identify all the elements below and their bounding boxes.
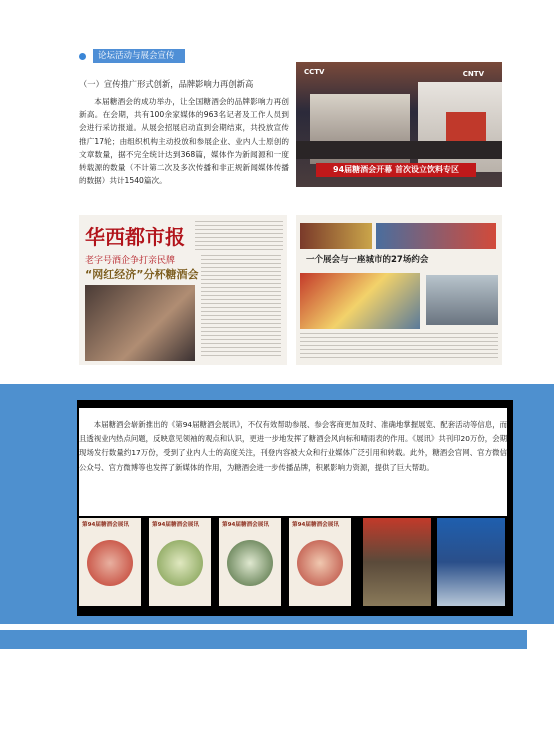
newspaper-photo	[85, 285, 195, 361]
newspaper-text-column	[201, 255, 281, 359]
tv-news-photo	[296, 62, 502, 187]
cntv-logo: CNTV	[462, 70, 484, 78]
newspaper-2-photo	[300, 273, 420, 329]
newspaper-masthead: 华西都市报	[85, 225, 185, 249]
newspaper-headline: “网红经济”分杯糖酒会	[85, 268, 199, 281]
section-badge: 论坛活动与展会宣传	[93, 49, 185, 63]
bulletin-cover-1: 第94届糖酒会展讯	[79, 518, 141, 606]
bulletin-cover-4: 第94届糖酒会展讯	[289, 518, 351, 606]
newspaper-2-headline: 一个展会与一座城市的27场约会	[306, 255, 429, 265]
bullet-dot	[79, 53, 86, 60]
newspaper-subheadline: 老字号酒企争打亲民牌	[85, 256, 176, 266]
thumbnail-strip	[79, 518, 507, 608]
bulletin-distribution-photo	[363, 518, 431, 606]
paragraph-2: 本届糖酒会崭新推出的《第94届糖酒会展讯》，不仅有效帮助参展、参会客商更加及时、准确地掌握展览、配套活动等信息，而且透视业内热点问题，反映意见领袖的观点和认识，更进一步地发挥了糖酒会风向标和晴雨表的作用。《展讯》共刊印20万份，会期现场发行数量约17万份，受到了业内人士的高度关注，刊登内容被大众和行业媒体广泛引用和转载。此外，糖酒会官网、官方微信公众号、官方微博等也发挥了新媒体的作用，为糖酒会进一步传播品牌，积累影响力资源，提供了巨大帮助。	[79, 420, 507, 472]
cctv-logo: CCTV	[304, 68, 325, 76]
bulletin-reading-photo	[437, 518, 505, 606]
bulletin-cover-2: 第94届糖酒会展讯	[149, 518, 211, 606]
subheading: （一）宣传推广形式创新，品牌影响力再创新高	[79, 79, 254, 89]
blue-bar	[0, 630, 527, 649]
paragraph-1: 本届糖酒会的成功举办，让全国糖酒会的品牌影响力再创新高。在会期，共有100余家媒体的963名记者及工作人员到会进行采访报道。从展会招展启动直到会期结束，共投放宣传推广17轮；由组织机构主动投放和参展企业、业内人士原创的文章数量，据不完全统计达到368篇，媒体作为新闻源和一度转载源的数量（不计第二次及多次传播和非正规新闻媒体传播的数据）共计1540篇次。	[79, 97, 289, 186]
bulletin-cover-3: 第94届糖酒会展讯	[219, 518, 281, 606]
tv-caption: 94届糖酒会开幕 首次设立饮料专区	[316, 163, 476, 177]
newspaper-clipping-2	[296, 215, 502, 365]
newspaper-clipping-1	[79, 215, 287, 365]
